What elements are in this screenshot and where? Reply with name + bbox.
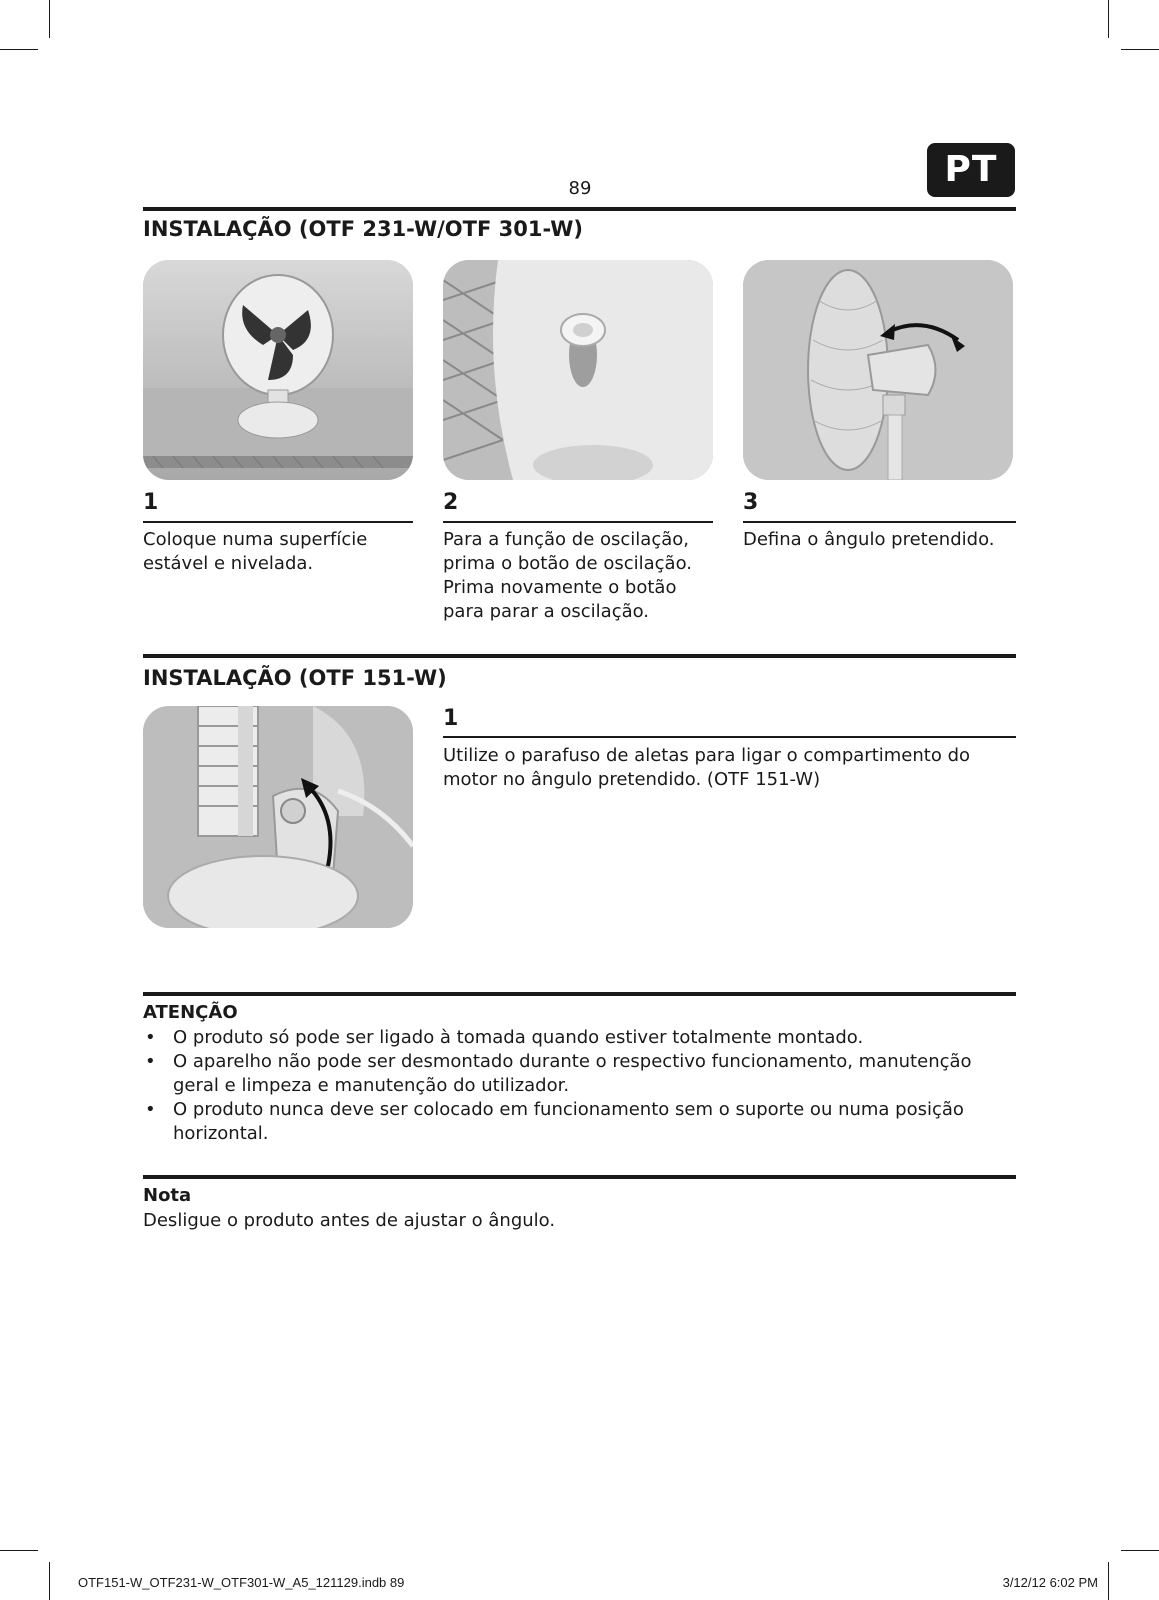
- crop-mark: [1121, 1550, 1159, 1551]
- note-title: Nota: [143, 1185, 192, 1206]
- note-text: Desligue o produto antes de ajustar o ângulo.: [143, 1210, 556, 1231]
- step-rule: [443, 521, 713, 523]
- footer-file: OTF151-W_OTF231-W_OTF301-W_A5_121129.indb 89: [78, 1575, 405, 1590]
- crop-mark: [1108, 0, 1109, 38]
- step-text: Para a função de oscilação, prima o botão de oscilação. Prima novamente o botão para parar a oscilação.: [443, 529, 692, 622]
- step-number: 1: [143, 490, 159, 515]
- crop-mark: [1108, 1562, 1109, 1600]
- crop-mark: [0, 1550, 38, 1551]
- step-rule: [743, 521, 1016, 523]
- section1-title: INSTALAÇÃO (OTF 231-W/OTF 301-W): [143, 217, 583, 241]
- step-rule: [143, 521, 413, 523]
- list-item: • O aparelho não pode ser desmontado durante o respectivo funcionamento, manutenção geral e limpeza e manutenção do utilizador.: [143, 1050, 1016, 1098]
- desk-fan-on-table-icon: [143, 260, 413, 480]
- section2-title: INSTALAÇÃO (OTF 151-W): [143, 666, 447, 690]
- header-rule: [143, 207, 1016, 211]
- note-rule: [143, 1175, 1016, 1179]
- crop-mark: [1121, 49, 1159, 50]
- step-rule: [443, 736, 1016, 738]
- list-item: • O produto só pode ser ligado à tomada quando estiver totalmente montado.: [143, 1026, 1016, 1050]
- warning-list: [143, 1026, 1016, 1146]
- warning-title: ATENÇÃO: [143, 1002, 238, 1023]
- warning-rule: [143, 992, 1016, 996]
- step-text: Defina o ângulo pretendido.: [743, 529, 995, 550]
- step-text: Utilize o parafuso de aletas para ligar o compartimento do motor no ângulo pretendido. (OTF 151-W): [443, 745, 971, 790]
- step-number: 3: [743, 490, 759, 515]
- crop-mark: [49, 0, 50, 38]
- page-number: 89: [568, 178, 592, 199]
- step-number: 1: [443, 706, 459, 731]
- language-badge: PT: [927, 143, 1015, 197]
- crop-mark: [49, 1562, 50, 1600]
- crop-mark: [0, 49, 38, 50]
- oscillation-knob-icon: [443, 260, 713, 480]
- section-rule: [143, 654, 1016, 658]
- footer-date: 3/12/12 6:02 PM: [1002, 1575, 1098, 1590]
- thumb-screw-arrow-icon: [143, 706, 413, 928]
- tilt-angle-arrow-icon: [743, 260, 1013, 480]
- list-item: • O produto nunca deve ser colocado em funcionamento sem o suporte ou numa posição horizontal.: [143, 1098, 1016, 1146]
- step-number: 2: [443, 490, 459, 515]
- step-text: Coloque numa superfície estável e nivelada.: [143, 529, 368, 574]
